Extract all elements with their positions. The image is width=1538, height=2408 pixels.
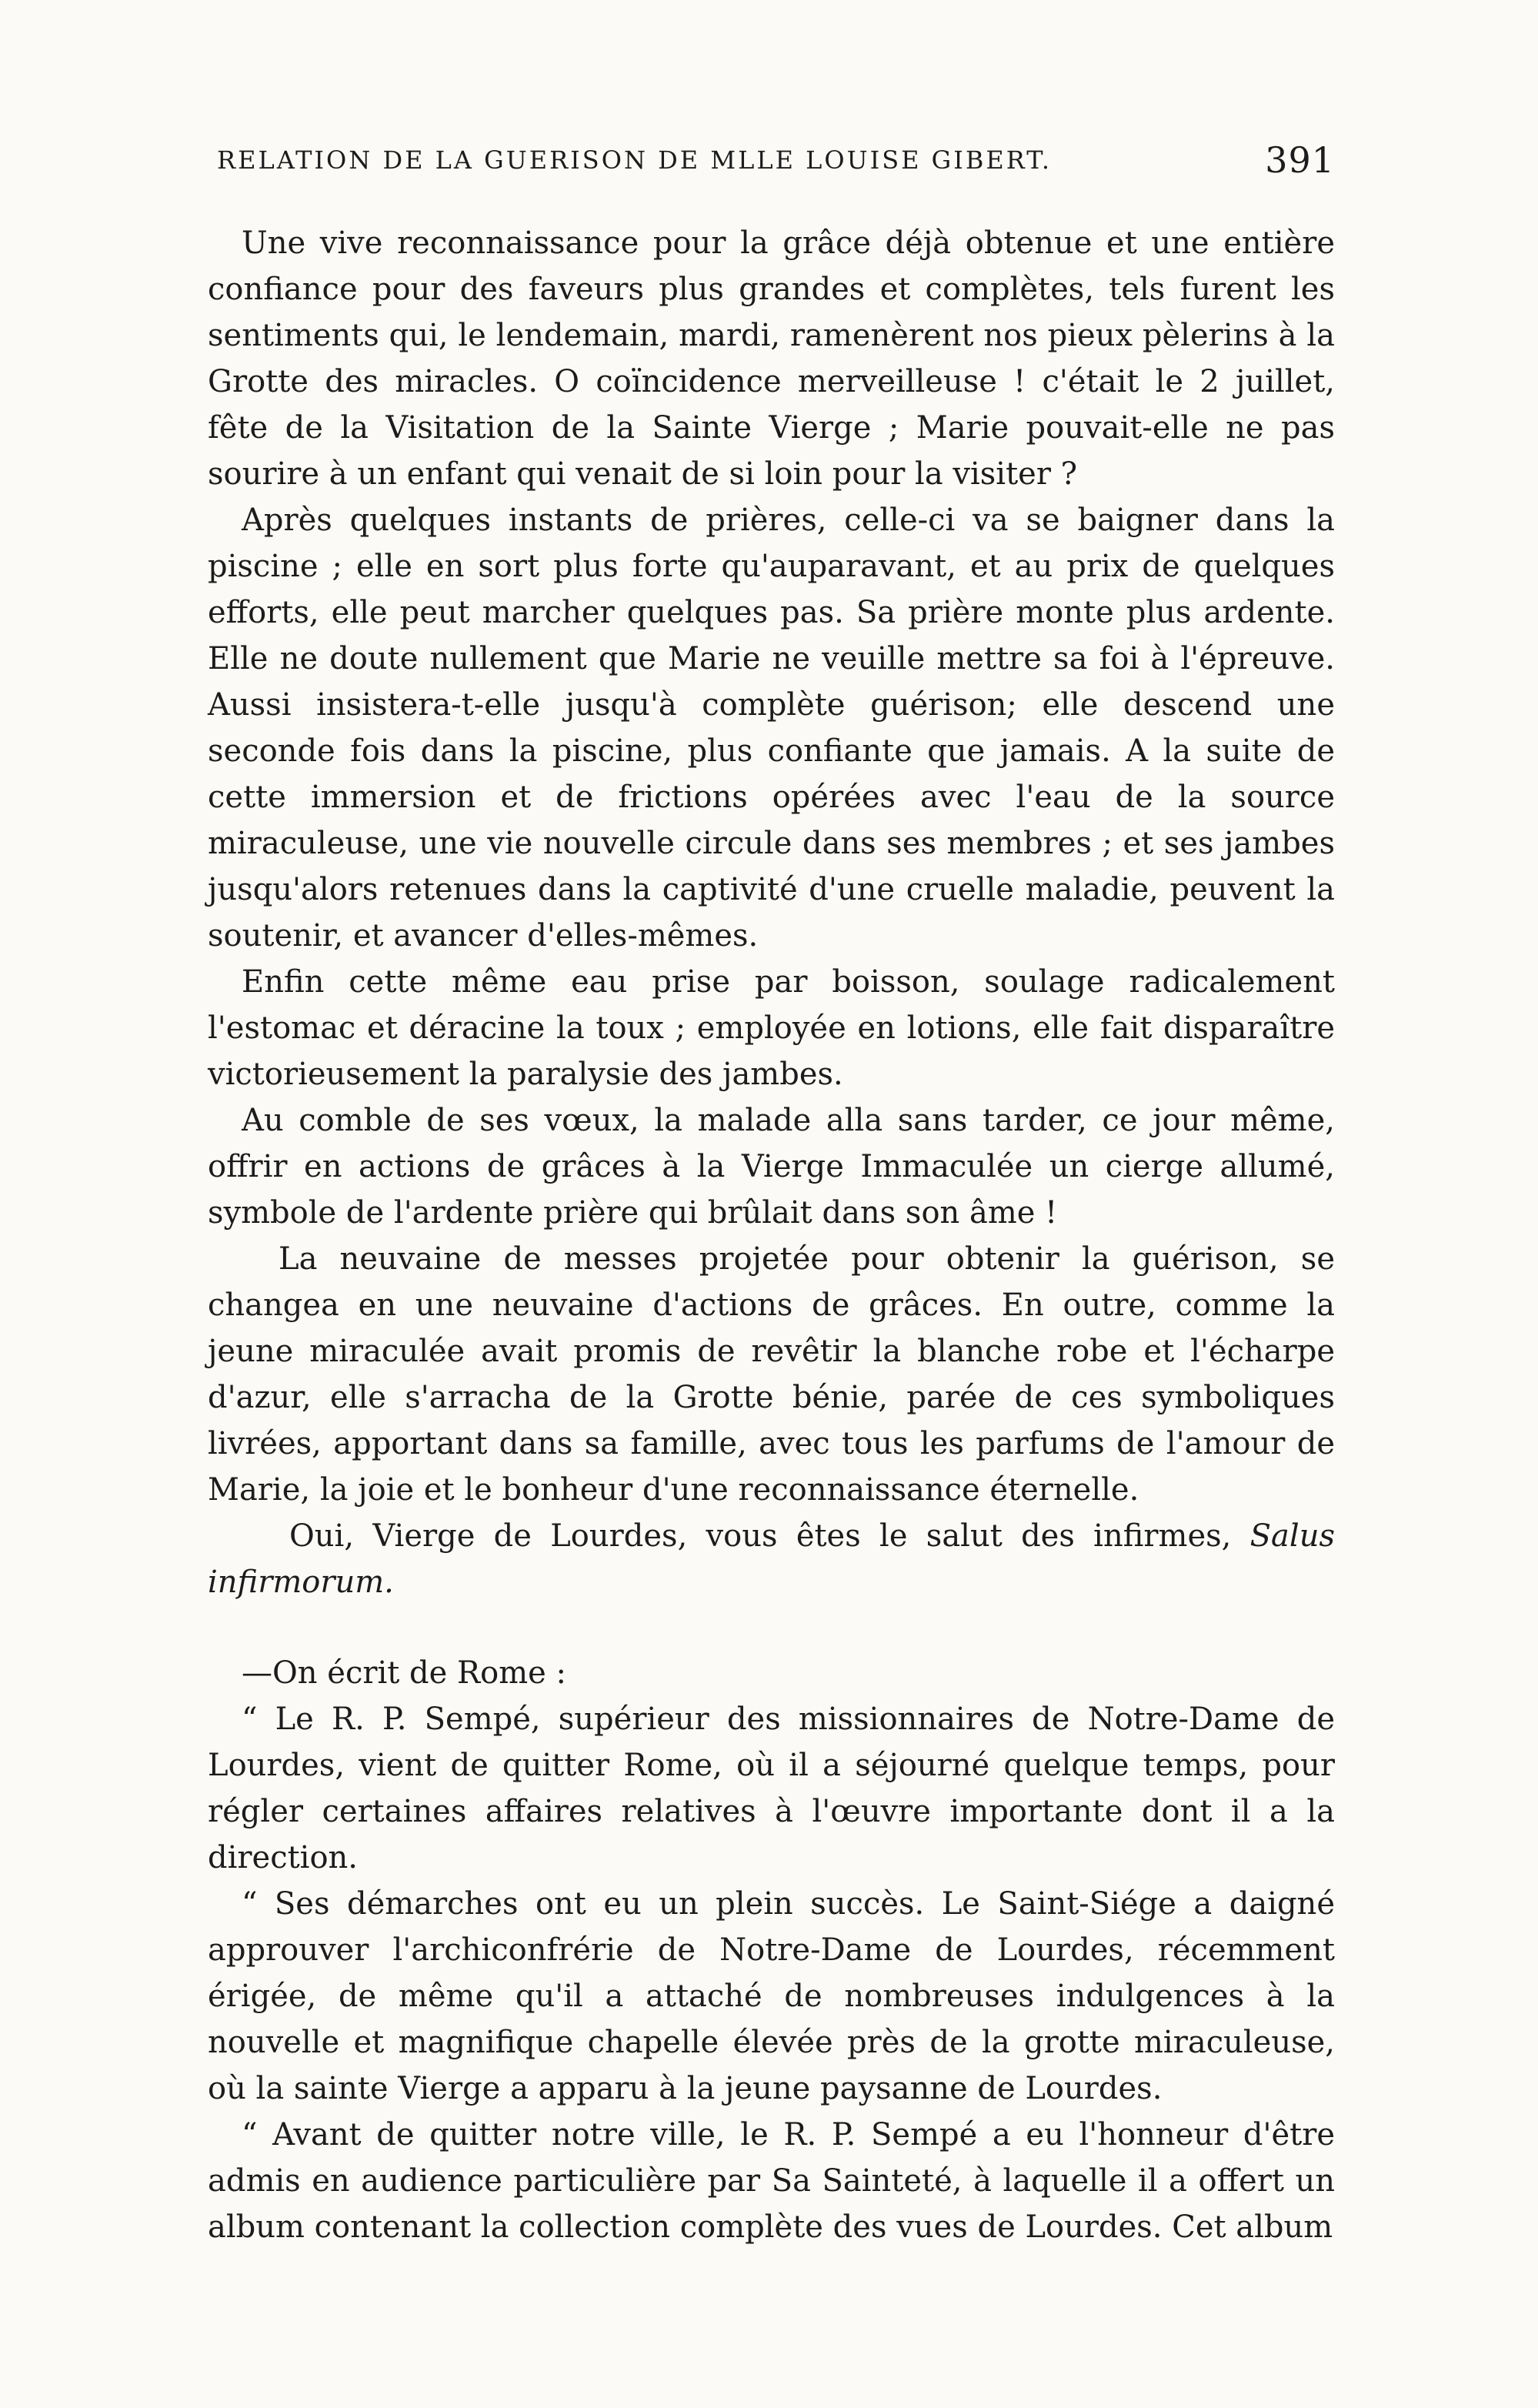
paragraph-text: Oui, Vierge de Lourdes, vous êtes le salut des infirmes, bbox=[289, 1518, 1232, 1554]
paragraph: Au comble de ses vœux, la malade alla sans tarder, ce jour même, offrir en actions de grâces à la Vierge Immaculée un cierge allumé, symbole de l'ardente prière qui brûlait dans son âme ! bbox=[208, 1103, 1335, 1231]
page-header bbox=[208, 139, 1335, 185]
quote-paragraph: “ Avant de quitter notre ville, le R. P. Sempé a eu l'honneur d'être admis en audience particulière par Sa Sainteté, à laquelle il a offert un album contenant la collection complète des vues de Lourdes. Cet album bbox=[208, 2117, 1335, 2245]
latin-phrase: Salus infirmorum. bbox=[208, 1518, 1335, 1600]
paragraph: Après quelques instants de prières, celle-ci va se baigner dans la piscine ; elle en sort plus forte qu'auparavant, et au prix de quelques efforts, elle peut marcher quelques pas. Sa prière monte plus ardente. Elle ne doute nullement que Marie ne veuille mettre sa foi à l'épreuve. Aussi insistera-t-elle jusqu'à complète guérison; elle descend une seconde fois dans la piscine, plus confiante que jamais. A la suite de cette immersion et de frictions opérées avec l'eau de la source miraculeuse, une vie nouvelle circule dans ses membres ; et ses jambes jusqu'alors retenues dans la captivité d'une cruelle maladie, peuvent la soutenir, et avancer d'elles-mêmes. bbox=[208, 503, 1335, 954]
paragraph: La neuvaine de messes projetée pour obtenir la guérison, se changea en une neuvaine d'actions de grâces. En outre, comme la jeune miraculée avait promis de revêtir la blanche robe et l'écharpe d'azur, elle s'arracha de la Grotte bénie, parée de ces symboliques livrées, apportant dans sa famille, avec tous les parfums de l'amour de Marie, la joie et le bonheur d'une reconnaissance éternelle. bbox=[208, 1241, 1335, 1508]
section-gap bbox=[208, 1605, 1335, 1650]
paragraph: Enfin cette même eau prise par boisson, soulage radicalement l'estomac et déracine la toux ; employée en lotions, elle fait disparaître victorieusement la paralysie des jambes. bbox=[208, 964, 1335, 1092]
page-number: 391 bbox=[1265, 139, 1335, 181]
body-text bbox=[208, 220, 1335, 2250]
news-intro: —On écrit de Rome : bbox=[242, 1655, 567, 1691]
paragraph: Une vive reconnaissance pour la grâce déjà obtenue et une entière confiance pour des faveurs plus grandes et complètes, tels furent les sentiments qui, le lendemain, mardi, ramenèrent nos pieux pèlerins à la Grotte des miracles. O coïncidence merveilleuse ! c'était le 2 juillet, fête de la Visitation de la Sainte Vierge ; Marie pouvait-elle ne pas sourire à un enfant qui venait de si loin pour la visiter ? bbox=[208, 225, 1335, 492]
quote-paragraph: “ Le R. P. Sempé, supérieur des missionnaires de Notre-Dame de Lourdes, vient de quitter Rome, où il a séjourné quelque temps, pour régler certaines affaires relatives à l'œuvre importante dont il a la direction. bbox=[208, 1702, 1335, 1875]
running-head: RELATION DE LA GUERISON DE MLLE LOUISE GIBERT. bbox=[217, 145, 1053, 175]
book-page bbox=[208, 0, 1335, 2408]
paragraph bbox=[208, 1513, 1335, 1605]
quote-paragraph: “ Ses démarches ont eu un plein succès. Le Saint-Siége a daigné approuver l'archiconfrérie de Notre-Dame de Lourdes, récemment érigée, de même qu'il a attaché de nombreuses indulgences à la nouvelle et magnifique chapelle élevée près de la grotte miraculeuse, où la sainte Vierge a apparu à la jeune paysanne de Lourdes. bbox=[208, 1886, 1335, 2106]
